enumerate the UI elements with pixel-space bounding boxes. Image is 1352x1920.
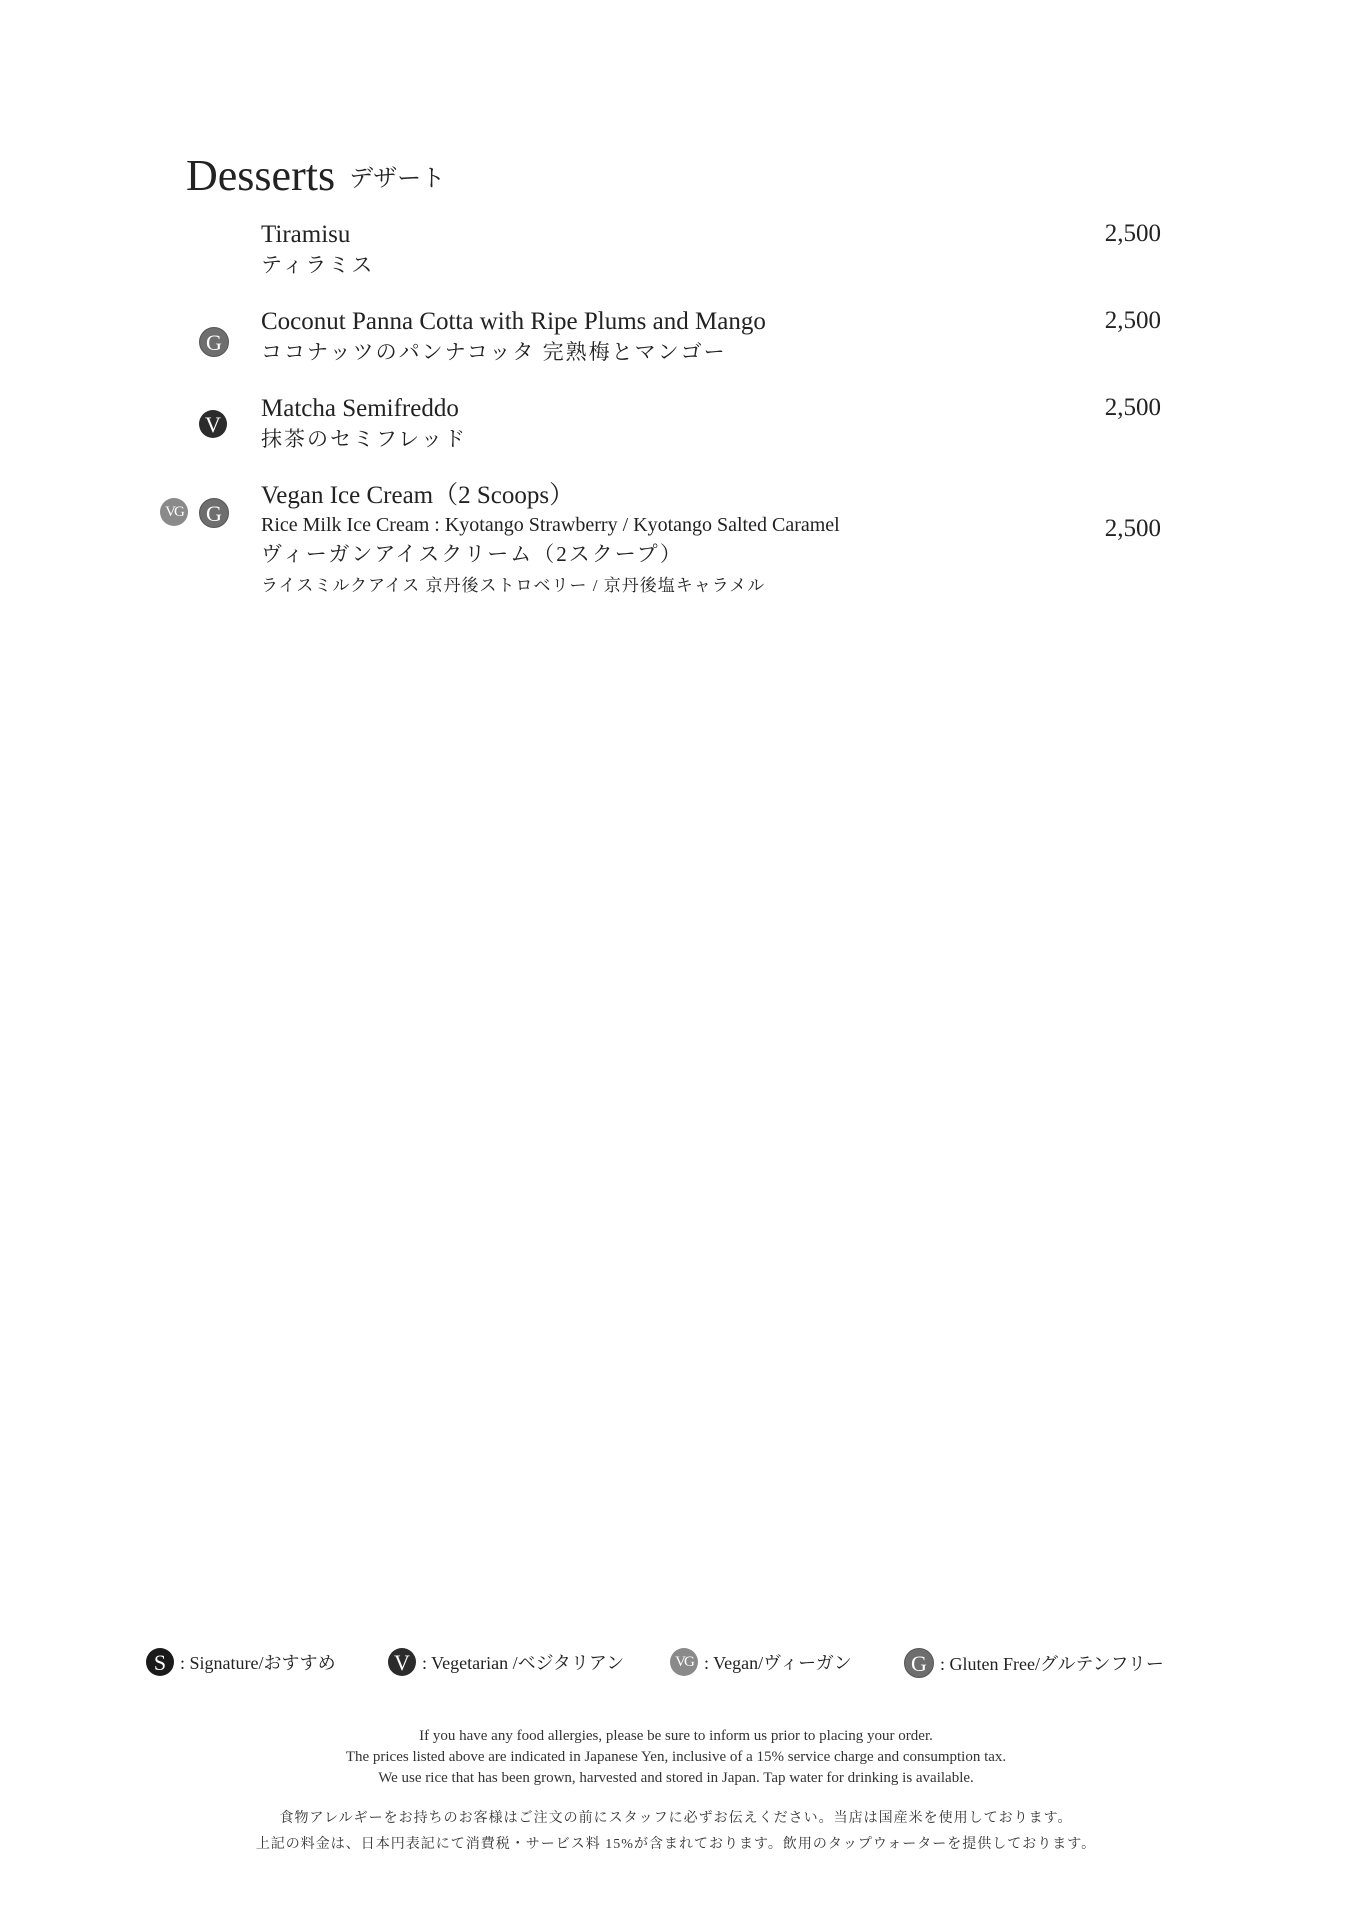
footer-line: 上記の料金は、日本円表記にて消費税・サービス料 15%が含まれております。飲用のタップウォーターを提供しております。	[255, 1837, 1097, 1852]
menu-item-matcha-semifreddo	[261, 394, 1161, 454]
vegetarian-badge-icon: V	[199, 410, 227, 438]
menu-item-coconut-panna-cotta	[261, 307, 1161, 367]
legend-label: : Gluten Free/グルテンフリー	[940, 1654, 1164, 1674]
gluten-free-badge-icon: G	[199, 327, 229, 357]
footer-line: The prices listed above are indicated in Japanese Yen, inclusive of a 15% service charge and consumption tax.	[345, 1749, 1007, 1765]
item-name-en: Vegan Ice Cream（2 Scoops）	[261, 482, 575, 509]
footer-notes-jp	[0, 1806, 1352, 1858]
item-price: 2,500	[1104, 220, 1161, 247]
vegetarian-badge-icon: V	[388, 1648, 416, 1676]
vegan-badge-icon: VG	[160, 498, 188, 526]
item-price: 2,500	[1104, 515, 1161, 542]
footer-notes-en	[0, 1726, 1352, 1789]
dietary-legend	[146, 1648, 1246, 1680]
item-desc-jp: ライスミルクアイス 京丹後ストロベリー / 京丹後塩キャラメル	[261, 576, 766, 595]
title-en: Desserts	[186, 151, 336, 200]
item-desc-en: Rice Milk Ice Cream : Kyotango Strawberry / Kyotango Salted Caramel	[261, 514, 840, 536]
gluten-free-badge-icon: G	[199, 498, 229, 528]
legend-vegan	[670, 1648, 852, 1676]
footer-line: If you have any food allergies, please be sure to inform us prior to placing your order.	[419, 1728, 933, 1744]
footer-line: 食物アレルギーをお持ちのお客様はご注文の前にスタッフに必ずお伝えください。当店は国産米を使用しております。	[279, 1811, 1073, 1826]
footer-line: We use rice that has been grown, harvested and stored in Japan. Tap water for drinking is available.	[378, 1770, 974, 1786]
item-price: 2,500	[1104, 394, 1161, 421]
item-name-en: Coconut Panna Cotta with Ripe Plums and Mango	[261, 308, 766, 335]
legend-signature	[146, 1648, 336, 1676]
signature-badge-icon: S	[146, 1648, 174, 1676]
page-title	[186, 150, 445, 201]
item-name-jp: ティラミス	[261, 253, 375, 277]
item-name-jp: 抹茶のセミフレッド	[261, 427, 467, 451]
item-name-jp: ココナッツのパンナコッタ 完熟梅とマンゴー	[261, 340, 727, 364]
gluten-free-badge-icon: G	[904, 1648, 934, 1678]
item-price: 2,500	[1104, 307, 1161, 334]
menu-item-vegan-ice-cream	[261, 481, 1161, 603]
menu-item-tiramisu	[261, 220, 1161, 280]
legend-label: : Vegan/ヴィーガン	[704, 1653, 852, 1673]
item-name-en: Tiramisu	[261, 221, 351, 248]
vegan-badge-icon: VG	[670, 1648, 698, 1676]
legend-gluten-free	[904, 1648, 1164, 1678]
legend-label: : Signature/おすすめ	[180, 1653, 336, 1673]
item-name-en: Matcha Semifreddo	[261, 395, 459, 422]
item-name-jp: ヴィーガンアイスクリーム（2スクープ）	[261, 542, 683, 566]
legend-vegetarian	[388, 1648, 624, 1676]
legend-label: : Vegetarian /ベジタリアン	[422, 1653, 625, 1673]
title-jp: デザート	[349, 166, 446, 192]
